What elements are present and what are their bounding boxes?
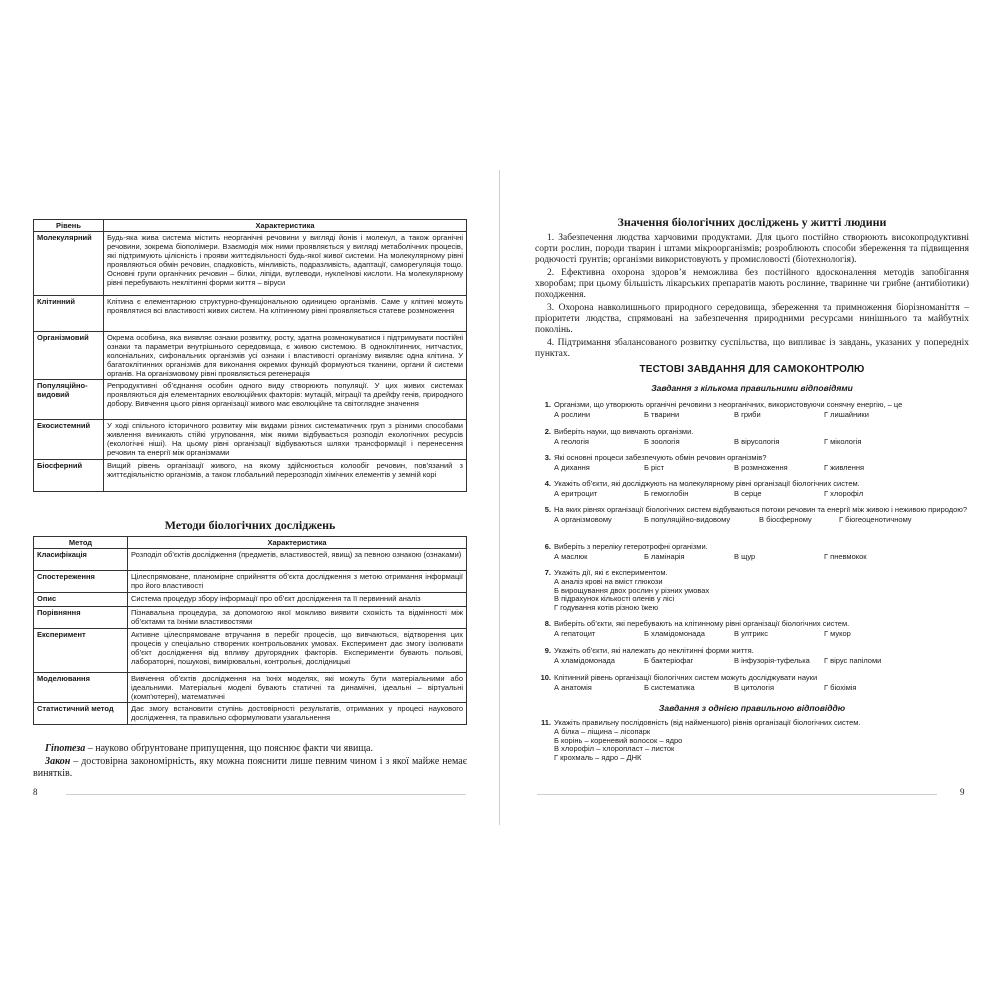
answer-option: В щур bbox=[734, 552, 756, 561]
table-row bbox=[34, 460, 467, 492]
definition-hypothesis bbox=[33, 743, 467, 755]
answer-option: Г крохмаль – ядро – ДНК bbox=[554, 752, 642, 762]
question-text: Виберіть з переліку гетеротрофні організми. bbox=[554, 542, 708, 551]
answer-option: В біосферному bbox=[759, 515, 812, 524]
answer-option: Г біохімія bbox=[824, 683, 857, 692]
answer-option: А дихання bbox=[554, 463, 590, 472]
question-text: Укажіть об’єкти, які належать до неклітинні форми життя. bbox=[554, 646, 754, 655]
footer-rule bbox=[66, 794, 466, 795]
methods-table-header bbox=[34, 537, 467, 549]
level-name: Екосистемний bbox=[34, 420, 104, 460]
answer-option: Г живлення bbox=[824, 463, 865, 472]
question-text: Організми, що утворюють органічні речовини з неорганічних, використовуючи сонячну енергію, – це bbox=[554, 400, 903, 409]
levels-table-header bbox=[34, 220, 467, 232]
answer-option: В ултрикс bbox=[734, 629, 768, 638]
question-number: 11. bbox=[540, 718, 551, 727]
question-5 bbox=[538, 505, 968, 524]
question-11 bbox=[538, 718, 968, 762]
tests-heading: ТЕСТОВІ ЗАВДАННЯ ДЛЯ САМОКОНТРОЛЮ bbox=[639, 364, 865, 375]
method-description: Цілеспрямоване, планомірне сприйняття об’єкта дослідження з метою отримання інформації про його властивості bbox=[128, 571, 467, 593]
level-name: Молекулярний bbox=[34, 232, 104, 296]
answer-option: Г вірус папіломи bbox=[824, 656, 882, 665]
question-number: 2. bbox=[544, 427, 551, 436]
table-row bbox=[34, 629, 467, 673]
level-description: Окрема особина, яка виявляє ознаки розвитку, росту, здатна розмножуватися і підтримувати постійні ознаки та параметри внутрішнього середовища, є живою системою. В одноклітинних, нитчастих, колоніальних, сифональних організмів усі ознаки і властивості організму виявляє одна клітина. У багатоклітинних організмів для виконання окремих функцій формуються тканини, органи й системи органів. На організмовому рівні проявляється регенерація bbox=[104, 332, 467, 380]
table-row bbox=[34, 607, 467, 629]
table-row bbox=[34, 593, 467, 607]
column-header-method: Метод bbox=[34, 537, 128, 549]
significance-list bbox=[535, 233, 969, 362]
method-description: Вивчення об’єктів дослідження на їхніх моделях, які можуть бути матеріальними або ідеальними. Матеріальні моделі бувають статичні та динамічні, ідеальні – віртуальні (комп’ютерні), математичні bbox=[128, 673, 467, 703]
answer-option: Б гемоглобін bbox=[644, 489, 689, 498]
levels-table bbox=[33, 219, 467, 492]
table-row bbox=[34, 332, 467, 380]
question-number: 7. bbox=[544, 568, 551, 577]
question-text: Укажіть дії, які є експериментом. bbox=[554, 568, 668, 577]
answer-option: Г біогеоценотичному bbox=[839, 515, 912, 524]
question-9 bbox=[538, 646, 968, 665]
answer-option: А рослини bbox=[554, 410, 591, 419]
question-text: На яких рівнях організації біологічних систем відбуваються потоки речовин та енергії між живою і неживою природою? bbox=[554, 505, 968, 514]
significance-heading: Значення біологічних досліджень у житті людини bbox=[617, 215, 887, 229]
answer-option: А еритроцит bbox=[554, 489, 598, 498]
method-description: Активне цілеспрямоване втручання в перебіг процесів, що вивчаються, відтворення цих процесів у спеціально створених контрольованих умовах. Експеримент дає змогу ізолювати об’єкт дослідження від впливу другорядних факторів. Експерименти бувають польові, лабораторні, пошукові, вимірювальні, контрольні, дослідницькі bbox=[128, 629, 467, 673]
level-description: Будь-яка жива система містить неорганічні речовини у вигляді йонів і молекул, а також органічні речовини, зокрема біополімери. Взаємодія між ними проявляється у вигляді метаболічних процесів, які підтримують цілісність і прояви життєдіяльності будь-якої живої системи. На молекулярному рівні проявляються обмін речовин, спадковість, мінливість, подразливість, адаптації, саморегуляція тощо. Основні групи органічних речовин – білки, ліпіди, вуглеводи, нуклеїнові кислоти. На молекулярному рівні перебувають неклітинні форми життя – віруси bbox=[104, 232, 467, 296]
answer-option: Б систематика bbox=[644, 683, 695, 692]
methods-heading: Методи біологічних досліджень bbox=[164, 518, 336, 532]
level-name: Біосферний bbox=[34, 460, 104, 492]
answer-option: Г годування котів різною їжею bbox=[554, 602, 659, 612]
answer-option: В хлорофіл – хлоропласт – листок bbox=[554, 744, 675, 753]
table-row bbox=[34, 232, 467, 296]
method-description: Пізнавальна процедура, за допомогою якої можливо виявити схожість та відмінності між об’єктами та їхніми властивостями bbox=[128, 607, 467, 629]
question-text: Які основні процеси забезпечують обмін речовин організмів? bbox=[554, 453, 767, 462]
column-header-level: Рівень bbox=[34, 220, 104, 232]
answer-option: А гепатоцит bbox=[554, 629, 596, 638]
answer-option: Г пневмокок bbox=[824, 552, 867, 561]
level-name: Організмовий bbox=[34, 332, 104, 380]
method-description: Дає змогу встановити ступінь достовірності результатів, отриманих у процесі наукового дослідження, та правильно сформулювати узагальнення bbox=[128, 703, 467, 725]
significance-item: 2. Ефективна охорона здоров’я неможлива без постійного вдосконалення методів запобігання хворобам; при цьому більшість лікарських препаратів мають рослинне, тваринне чи грибне (антибіотики) походження. bbox=[535, 268, 969, 300]
significance-item: 3. Охорона навколишнього природного середовища, збереження та примноження біорізноманіття – пріоритети людства, спрямовані на забезпечення природними ресурсами нинішнього та майбутніх поколінь. bbox=[535, 303, 969, 335]
answer-option: Г мукор bbox=[824, 629, 851, 638]
method-name: Порівняння bbox=[34, 607, 128, 629]
question-1 bbox=[538, 400, 968, 419]
definition-text: – науково обґрунтоване припущення, що пояснює факти чи явища. bbox=[85, 743, 373, 754]
answer-option: А хламідомонада bbox=[554, 656, 615, 665]
answer-option: В підрахунок кількості оленів у лісі bbox=[554, 594, 675, 603]
answer-option: В гриби bbox=[734, 410, 761, 419]
question-10 bbox=[538, 673, 968, 692]
question-number: 6. bbox=[544, 542, 551, 551]
answer-option: Б тварини bbox=[644, 410, 680, 419]
page-number-left: 8 bbox=[33, 787, 38, 797]
answer-option: Б ламінарія bbox=[644, 552, 685, 561]
answer-option: В вірусологія bbox=[734, 437, 780, 446]
question-2 bbox=[538, 427, 968, 446]
page-number-right: 9 bbox=[960, 787, 965, 797]
level-name: Популяційно-видовий bbox=[34, 380, 104, 420]
question-number: 8. bbox=[544, 619, 551, 628]
answer-option: В цитологія bbox=[734, 683, 775, 692]
answer-option: Б бактеріофаг bbox=[644, 656, 694, 665]
answer-option: В інфузорія-туфелька bbox=[734, 656, 810, 665]
column-header-characteristic: Характеристика bbox=[128, 537, 467, 549]
answer-option: А аналіз крові на вміст глюкози bbox=[554, 577, 663, 586]
answer-option: Г мікологія bbox=[824, 437, 862, 446]
method-name: Моделювання bbox=[34, 673, 128, 703]
answer-option: А геологія bbox=[554, 437, 589, 446]
answer-option: Б хламідомонада bbox=[644, 629, 705, 638]
answer-option: А мaслюк bbox=[554, 552, 588, 561]
question-number: 9. bbox=[544, 646, 551, 655]
question-4 bbox=[538, 479, 968, 498]
definition-term: Гіпотеза bbox=[45, 743, 86, 754]
method-description: Система процедур збору інформації про об’єкт дослідження та її первинний аналіз bbox=[128, 593, 467, 607]
significance-item: 1. Забезпечення людства харчовими продуктами. Для цього постійно створюють високопродуктивні сорти рослин, породи тварин і штами мікроорганізмів; розроблюють способи збереження та підвищення родючості ґрунтів; організми використовують у промисловості (біотехнологія). bbox=[535, 233, 969, 265]
level-description: Репродуктивні об’єднання особин одного виду створюють популяції. У цих живих системах проявляються дія елементарних еволюційних факторів: мутацій, міграції та дрейфу генів, природного добору. Вивчення цього рівня організації живого має еволюційне та світоглядне значення bbox=[104, 380, 467, 420]
question-6 bbox=[538, 542, 968, 561]
answer-option: Б популяційно-видовому bbox=[644, 515, 731, 524]
method-name: Класифікація bbox=[34, 549, 128, 571]
table-row bbox=[34, 673, 467, 703]
definitions bbox=[33, 743, 467, 781]
level-description: Клітина є елементарною структурно-функціональною одиницею організмів. Саме у клітині можуть проявлятися всі властивості живих систем. На клітинному рівні проявляється статеве розмноження bbox=[104, 296, 467, 332]
question-8 bbox=[538, 619, 968, 638]
table-row bbox=[34, 571, 467, 593]
question-text: Виберіть об’єкти, які перебувають на клітинному рівні організації біологічних систем. bbox=[554, 619, 850, 628]
method-name: Експеримент bbox=[34, 629, 128, 673]
question-text: Клітинний рівень організації біологічних систем можуть досліджувати науки bbox=[554, 673, 818, 682]
question-text: Виберіть науки, що вивчають організми. bbox=[554, 427, 694, 436]
right-page bbox=[500, 0, 1000, 1000]
method-name: Статистичний метод bbox=[34, 703, 128, 725]
question-number: 4. bbox=[544, 479, 551, 488]
level-name: Клітинний bbox=[34, 296, 104, 332]
table-row bbox=[34, 549, 467, 571]
method-name: Опис bbox=[34, 593, 128, 607]
level-description: У ході спільного історичного розвитку між видами різних систематичних груп з різними способами живлення виникають стійкі угруповання, між якими відбувається розподіл екологічних ресурсів (екологічні ніші). На цьому рівні організації відбуваються шляхи трансформації і перенесення речовин та енергії між організмами bbox=[104, 420, 467, 460]
answer-option: Г лишайники bbox=[824, 410, 869, 419]
answer-option: Б корінь – кореневий волосок – ядро bbox=[554, 735, 683, 745]
subheading-single-answer: Завдання з однією правильною відповіддю bbox=[658, 703, 846, 713]
answer-option: Г хлорофіл bbox=[824, 489, 864, 498]
method-name: Спостереження bbox=[34, 571, 128, 593]
column-header-characteristic: Характеристика bbox=[104, 220, 467, 232]
table-row bbox=[34, 380, 467, 420]
answer-option: Б вирощування двох рослин у різних умовах bbox=[554, 585, 710, 595]
answer-option: Б ріст bbox=[644, 463, 665, 472]
answer-option: В розмноження bbox=[734, 463, 788, 472]
footer-rule bbox=[537, 794, 937, 795]
question-number: 3. bbox=[544, 453, 551, 462]
question-text: Укажіть правильну послідовність (від найменшого) рівнів організації біологічних систем. bbox=[554, 718, 861, 727]
definition-text: – достовірна закономірність, яку можна пояснити лише певним чином і з якої майже немає винятків. bbox=[33, 756, 467, 779]
answer-option: А організмовому bbox=[554, 515, 612, 524]
table-row bbox=[34, 296, 467, 332]
answer-option: А білка – ліщина – лісопарк bbox=[554, 727, 651, 736]
table-row bbox=[34, 703, 467, 725]
question-number: 1. bbox=[544, 400, 551, 409]
question-number: 10. bbox=[540, 673, 551, 682]
method-description: Розподіл об’єктів дослідження (предметів, властивостей, явищ) за певною ознакою (ознаками) bbox=[128, 549, 467, 571]
answer-option: В серце bbox=[734, 489, 762, 498]
question-3 bbox=[538, 453, 968, 472]
question-text: Укажіть об’єкти, які досліджують на молекулярному рівні організації біологічних систем. bbox=[554, 479, 860, 488]
level-description: Вищий рівень організації живого, на якому здійснюється колообіг речовин, пов’язаний з життєдіяльністю організмів, а також глобальний перерозподіл хімічних елементів у земній корі bbox=[104, 460, 467, 492]
definition-term: Закон bbox=[45, 756, 71, 767]
definition-law bbox=[33, 756, 467, 780]
table-row bbox=[34, 420, 467, 460]
methods-table bbox=[33, 536, 467, 725]
answer-option: Б зоологія bbox=[644, 437, 680, 446]
significance-item: 4. Підтримання збалансованого розвитку суспільства, що випливає із завдань, указаних у попередніх пунктах. bbox=[535, 338, 969, 359]
question-number: 5. bbox=[544, 505, 551, 514]
answer-option: А анатомія bbox=[554, 683, 592, 692]
subheading-multiple-answers: Завдання з кількома правильними відповідями bbox=[651, 383, 853, 393]
question-7 bbox=[538, 568, 968, 612]
